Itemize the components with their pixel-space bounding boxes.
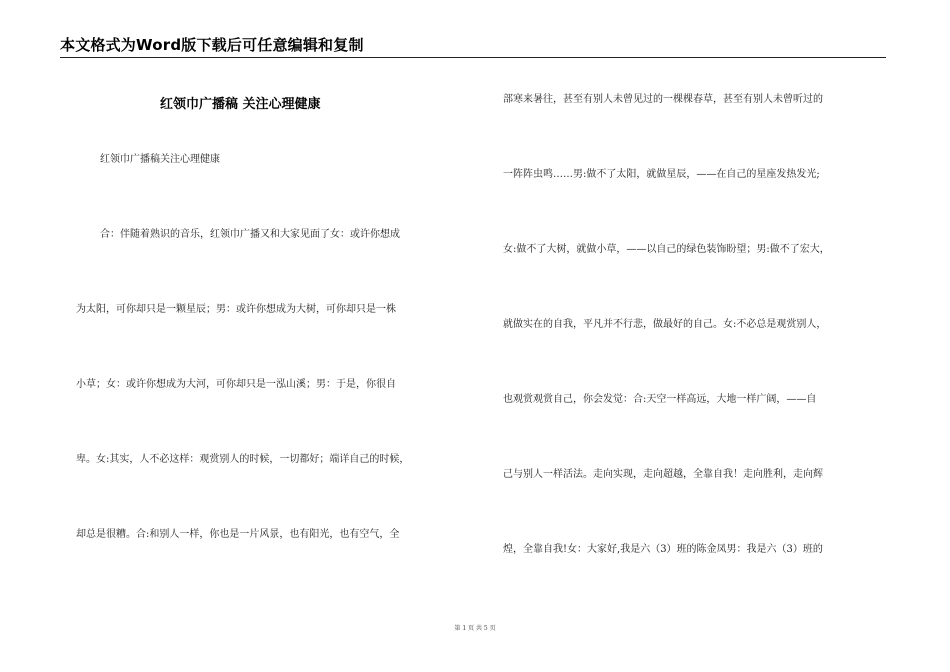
text-line: 红领巾广播稿关注心理健康 [100,154,220,165]
text-line: 小草；女：或许你想成为大河，可你却只是一泓山溪；男：于是，你很自 [76,379,396,390]
text-line: 女:做不了大树，就做小草，——以自己的绿色装饰盼望；男:做不了宏大， [503,244,830,255]
page-footer: 第 1 页 共 5 页 [454,625,496,632]
text-line: 己与别人一样活法。走向实现，走向超越，全靠自我！走向胜利，走向辉 [503,469,823,480]
text-line: 就做实在的自我，平凡并不行悲，做最好的自己。女:不必总是观赏别人， [503,319,827,330]
text-line: 部寒来暑往，甚至有别人未曾见过的一棵棵春草，甚至有别人未曾听过的 [503,94,823,105]
text-line: 也观赏观赏自己，你会发觉：合:天空一样高远，大地一样广阔，——自 [503,394,817,405]
text-line: 煌，全靠自我!女：大家好,我是六（3）班的陈金凤男：我是六（3）班的 [503,544,823,555]
top-banner: 本文格式为Word版下载后可任意编辑和复制 [60,36,364,54]
text-line: 为太阳，可你却只是一颗星辰；男：或许你想成为大树，可你却只是一株 [76,304,396,315]
text-line: 合：伴随着熟识的音乐，红领巾广播又和大家见面了女：或许你想成 [100,229,400,240]
text-line: 卑。女:其实，人不必这样：观赏别人的时候，一切都好；端详自己的时候， [76,454,410,465]
document-title: 红领巾广播稿 关注心理健康 [160,97,321,112]
text-line: 一阵阵虫鸣……男:做不了太阳，就做星辰，——在自己的星座发热发光; [503,169,820,180]
text-line: 却总是很糟。合:和别人一样，你也是一片风景，也有阳光，也有空气，全 [76,529,400,540]
header-rule [60,57,886,58]
